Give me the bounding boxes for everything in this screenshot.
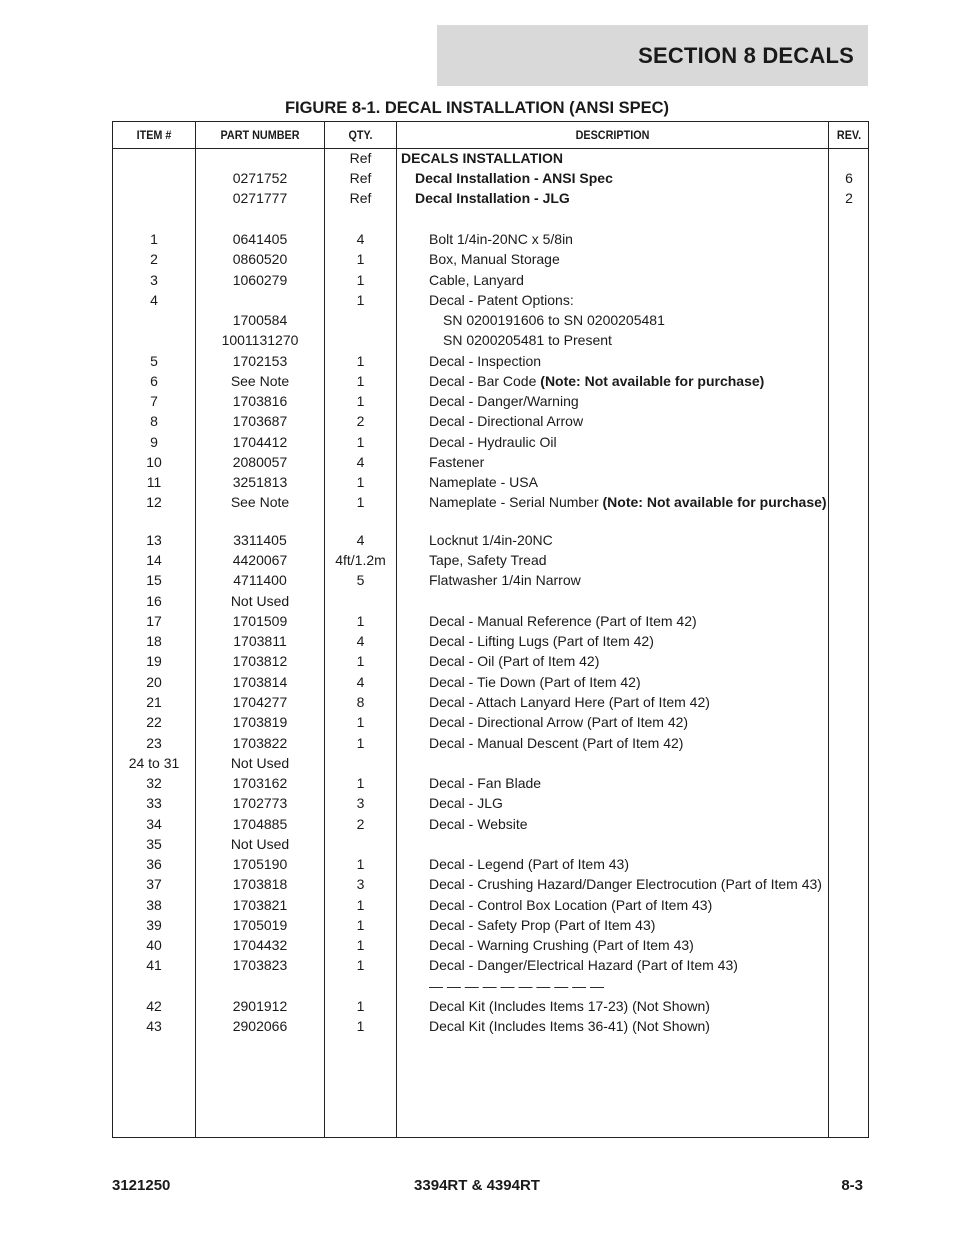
footer-page-number: 8-3 xyxy=(841,1177,863,1194)
part-number: 1703818 xyxy=(232,876,288,892)
part-number: 1703687 xyxy=(232,413,288,429)
description xyxy=(397,632,859,650)
quantity: 1 xyxy=(356,735,365,751)
parts-table xyxy=(112,121,869,1138)
quantity: 1 xyxy=(356,494,365,510)
description-text: Decal Kit (Includes Items 36-41) (Not Shown) xyxy=(429,1018,710,1034)
item-number: 17 xyxy=(146,613,162,629)
description-text: Decal - Oil (Part of Item 42) xyxy=(429,653,600,669)
part-number: 2902066 xyxy=(232,1018,288,1034)
description-text: Decal Installation - JLG xyxy=(415,190,570,206)
quantity: 2 xyxy=(356,816,365,832)
column-header-item: ITEM # xyxy=(136,128,172,142)
description xyxy=(397,230,859,248)
description xyxy=(397,149,831,167)
description xyxy=(397,977,859,995)
description-text: Nameplate - Serial Number xyxy=(429,494,603,510)
item-number: 5 xyxy=(150,353,158,369)
description xyxy=(397,331,873,349)
item-number: 38 xyxy=(146,897,162,913)
description-text: Decal - Directional Arrow xyxy=(429,413,584,429)
quantity: 1 xyxy=(356,373,365,389)
quantity: Ref xyxy=(349,190,372,206)
section-header xyxy=(437,25,868,86)
part-number: 1702773 xyxy=(232,795,288,811)
column-header-description: DESCRIPTION xyxy=(575,128,650,142)
description-text: Decal - Inspection xyxy=(429,353,542,369)
part-number: 4711400 xyxy=(233,572,287,588)
description-text: Decal - Directional Arrow (Part of Item 42) xyxy=(429,714,689,730)
description xyxy=(397,311,873,329)
description xyxy=(397,652,859,670)
item-number: 37 xyxy=(146,876,162,892)
description xyxy=(397,734,859,752)
description xyxy=(397,896,859,914)
quantity: 1 xyxy=(356,775,365,791)
item-number: 12 xyxy=(146,494,162,510)
description-text: Decal - Attach Lanyard Here (Part of Item 42) xyxy=(429,694,710,710)
description-text: DECALS INSTALLATION xyxy=(401,150,564,166)
description-text: Decal - Manual Descent (Part of Item 42) xyxy=(429,735,684,751)
description xyxy=(397,774,859,792)
quantity: 1 xyxy=(356,292,365,308)
item-number: 1 xyxy=(150,231,158,247)
description xyxy=(397,936,859,954)
quantity: 1 xyxy=(356,272,365,288)
description xyxy=(397,956,859,974)
description xyxy=(397,392,859,410)
description-text: Decal - Legend (Part of Item 43) xyxy=(429,856,629,872)
footer-doc-number: 3121250 xyxy=(112,1177,171,1194)
description xyxy=(397,189,845,207)
description-text: — — — — — — — — — — xyxy=(429,978,605,994)
item-number: 2 xyxy=(150,251,158,267)
item-number: 24 to 31 xyxy=(128,755,180,771)
part-number: 1001131270 xyxy=(221,332,299,348)
item-number: 34 xyxy=(146,816,162,832)
description-text: Decal - Fan Blade xyxy=(429,775,542,791)
figure-title: FIGURE 8-1. DECAL INSTALLATION (ANSI SPEC) xyxy=(284,99,670,117)
description xyxy=(397,551,859,569)
item-number: 7 xyxy=(150,393,158,409)
part-number: 1704412 xyxy=(232,434,288,450)
part-number: See Note xyxy=(230,494,290,510)
description xyxy=(397,531,859,549)
description-text: Decal - Control Box Location (Part of Item 43) xyxy=(429,897,713,913)
quantity: 1 xyxy=(356,474,365,490)
description-text: Fastener xyxy=(429,454,485,470)
description-text: SN 0200205481 to Present xyxy=(443,332,612,348)
part-number: Not Used xyxy=(230,755,290,771)
item-number: 3 xyxy=(150,272,158,288)
item-number: 9 xyxy=(150,434,158,450)
description-note: (Note: Not available for purchase) xyxy=(540,373,765,389)
item-number: 4 xyxy=(150,292,158,308)
quantity: 4 xyxy=(356,231,365,247)
quantity: 1 xyxy=(356,917,365,933)
quantity: 3 xyxy=(356,795,365,811)
description xyxy=(397,453,859,471)
description-text: Decal - Tie Down (Part of Item 42) xyxy=(429,674,641,690)
part-number: 1704277 xyxy=(232,694,288,710)
item-number: 14 xyxy=(146,552,162,568)
description-text: Decal - Danger/Electrical Hazard (Part of Item 43) xyxy=(429,957,738,973)
section-title: SECTION 8 DECALS xyxy=(638,42,854,68)
footer-model: 3394RT & 4394RT xyxy=(414,1177,540,1194)
description xyxy=(397,433,859,451)
description-text: Bolt 1/4in-20NC x 5/8in xyxy=(429,231,573,247)
description-text: Box, Manual Storage xyxy=(429,251,560,267)
part-number: 1703821 xyxy=(232,897,288,913)
item-number: 19 xyxy=(146,653,162,669)
part-number: 1704885 xyxy=(232,816,288,832)
item-number: 20 xyxy=(146,674,162,690)
description xyxy=(397,693,859,711)
item-number: 41 xyxy=(146,957,162,973)
item-number: 35 xyxy=(146,836,162,852)
description-text: Decal - Hydraulic Oil xyxy=(429,434,557,450)
item-number: 16 xyxy=(146,593,162,609)
part-number: 1704432 xyxy=(232,937,288,953)
description-text: Flatwasher 1/4in Narrow xyxy=(429,572,581,588)
description-text: Decal - Safety Prop (Part of Item 43) xyxy=(429,917,656,933)
part-number: 0860520 xyxy=(232,251,288,267)
part-number: 1703823 xyxy=(232,957,288,973)
quantity: 1 xyxy=(356,613,365,629)
part-number: 0271777 xyxy=(232,190,288,206)
description xyxy=(397,493,829,511)
item-number: 43 xyxy=(146,1018,162,1034)
revision: 6 xyxy=(845,170,853,186)
quantity: 1 xyxy=(356,897,365,913)
part-number: 1703822 xyxy=(232,735,288,751)
quantity: 4 xyxy=(356,532,365,548)
description-text: Decal - Lifting Lugs (Part of Item 42) xyxy=(429,633,654,649)
quantity: 5 xyxy=(356,572,365,588)
description-text: Decal - Warning Crushing (Part of Item 43) xyxy=(429,937,694,953)
item-number: 36 xyxy=(146,856,162,872)
description-text: Decal - Patent Options: xyxy=(429,292,574,308)
description-text: Decal - Danger/Warning xyxy=(429,393,579,409)
description-text: Decal Kit (Includes Items 17-23) (Not Shown) xyxy=(429,998,710,1014)
quantity: 4ft/1.2m xyxy=(335,552,386,568)
quantity: 4 xyxy=(356,454,365,470)
quantity: 1 xyxy=(356,393,365,409)
item-number: 11 xyxy=(146,474,162,490)
description-text: Cable, Lanyard xyxy=(429,272,524,288)
description xyxy=(397,372,859,390)
description xyxy=(397,997,859,1015)
description xyxy=(397,794,859,812)
item-number: 39 xyxy=(146,917,162,933)
description-text: Nameplate - USA xyxy=(429,474,538,490)
item-number: 15 xyxy=(146,572,162,588)
description xyxy=(397,916,859,934)
item-number: 32 xyxy=(146,775,162,791)
quantity: 1 xyxy=(356,998,365,1014)
item-number: 8 xyxy=(150,413,158,429)
quantity: 1 xyxy=(356,856,365,872)
column-header-part-number: PART NUMBER xyxy=(220,128,300,142)
quantity: 1 xyxy=(356,937,365,953)
part-number: 3251813 xyxy=(232,474,288,490)
description-text: Decal - Crushing Hazard/Danger Electrocution (Part of Item 43) xyxy=(429,876,822,892)
part-number: 1700584 xyxy=(232,312,288,328)
item-number: 22 xyxy=(146,714,162,730)
part-number: 0271752 xyxy=(232,170,288,186)
item-number: 40 xyxy=(146,937,162,953)
part-number: 1703819 xyxy=(232,714,288,730)
item-number: 33 xyxy=(146,795,162,811)
part-number: 1705019 xyxy=(232,917,288,933)
quantity: 1 xyxy=(356,653,365,669)
quantity: 1 xyxy=(356,957,365,973)
description-text: Decal Installation - ANSI Spec xyxy=(415,170,613,186)
part-number: 1703162 xyxy=(232,775,288,791)
quantity: 1 xyxy=(356,353,365,369)
part-number: 1702153 xyxy=(232,353,288,369)
part-number: 1701509 xyxy=(232,613,288,629)
part-number: See Note xyxy=(230,373,290,389)
quantity: 1 xyxy=(356,251,365,267)
item-number: 10 xyxy=(146,454,162,470)
part-number: 1703811 xyxy=(233,633,287,649)
description-text: SN 0200191606 to SN 0200205481 xyxy=(443,312,665,328)
description xyxy=(397,612,859,630)
quantity: 1 xyxy=(356,1018,365,1034)
description xyxy=(397,412,859,430)
column-header-rev: REV. xyxy=(836,128,862,142)
description xyxy=(397,713,859,731)
part-number: 1703816 xyxy=(232,393,288,409)
description-text: Decal - Website xyxy=(429,816,528,832)
description-note: (Note: Not available for purchase) xyxy=(602,494,827,510)
part-number: 1060279 xyxy=(232,272,288,288)
description xyxy=(397,250,859,268)
description-text: Decal - JLG xyxy=(429,795,503,811)
part-number: 0641405 xyxy=(232,231,288,247)
description-text: Decal - Bar Code xyxy=(429,373,541,389)
revision: 2 xyxy=(845,190,853,206)
part-number: 2901912 xyxy=(232,998,288,1014)
part-number: Not Used xyxy=(230,593,290,609)
description xyxy=(397,673,859,691)
description xyxy=(397,571,859,589)
description xyxy=(397,291,859,309)
part-number: 4420067 xyxy=(232,552,288,568)
part-number: Not Used xyxy=(230,836,290,852)
quantity: Ref xyxy=(349,150,372,166)
description-text: Decal - Manual Reference (Part of Item 42) xyxy=(429,613,697,629)
description-text: Locknut 1/4in-20NC xyxy=(429,532,553,548)
quantity: 4 xyxy=(356,674,365,690)
quantity: Ref xyxy=(349,170,372,186)
description xyxy=(397,875,859,893)
column-header-qty: QTY. xyxy=(348,128,373,142)
description xyxy=(397,855,859,873)
description xyxy=(397,271,859,289)
quantity: 3 xyxy=(356,876,365,892)
description xyxy=(397,1017,859,1035)
quantity: 1 xyxy=(356,714,365,730)
quantity: 1 xyxy=(356,434,365,450)
item-number: 6 xyxy=(150,373,158,389)
part-number: 2080057 xyxy=(232,454,288,470)
quantity: 4 xyxy=(356,633,365,649)
part-number: 1705190 xyxy=(232,856,288,872)
part-number: 1703814 xyxy=(232,674,288,690)
quantity: 2 xyxy=(356,413,365,429)
description xyxy=(397,815,859,833)
quantity: 8 xyxy=(356,694,365,710)
item-number: 42 xyxy=(146,998,162,1014)
item-number: 21 xyxy=(146,694,162,710)
description xyxy=(397,352,859,370)
description xyxy=(397,473,859,491)
description-text: Tape, Safety Tread xyxy=(429,552,547,568)
part-number: 1703812 xyxy=(232,653,288,669)
item-number: 23 xyxy=(146,735,162,751)
part-number: 3311405 xyxy=(233,532,287,548)
description xyxy=(397,169,845,187)
item-number: 13 xyxy=(146,532,162,548)
item-number: 18 xyxy=(146,633,162,649)
